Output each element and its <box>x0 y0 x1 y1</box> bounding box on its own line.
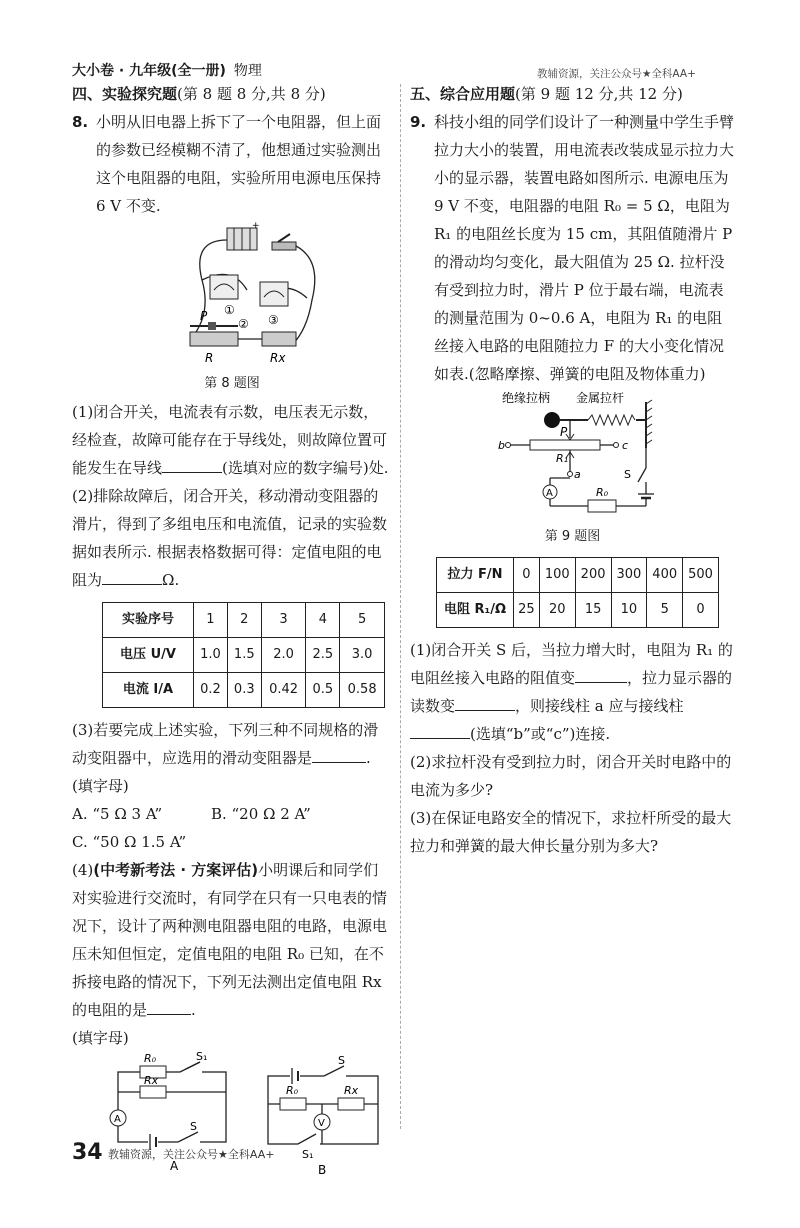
right-column <box>410 80 735 860</box>
label-rx: Rx <box>270 351 286 365</box>
option-c: C. “50 Ω 1.5 A” <box>72 833 187 851</box>
rheostat-icon <box>190 332 238 346</box>
subject-label: 物理 <box>233 63 262 79</box>
blank-9-1b[interactable] <box>455 692 515 711</box>
blank-8-4[interactable] <box>147 996 191 1015</box>
option-b: B. “20 Ω 2 A” <box>210 805 311 823</box>
circuit-a-meter: A <box>114 1114 121 1125</box>
footer-note: 教辅资源，关注公众号★全科AA+ <box>108 1148 275 1161</box>
label-c: c <box>622 439 629 452</box>
label-rod: 金属拉杆 <box>576 391 625 405</box>
wire-3: ③ <box>268 313 279 327</box>
circuit-b-s: S <box>338 1054 345 1067</box>
circuit-a-s: S <box>190 1120 197 1133</box>
question-9 <box>410 108 735 388</box>
handle-icon <box>544 412 560 428</box>
q8-part1: (1)闭合开关，电流表有示数，电压表无示数，经检查，故障可能存在于导线处，则故障位置可能发生在导线 (选填对应的数字编号)处. <box>72 403 389 477</box>
q9-part1: (1)闭合开关 S 后，当拉力增大时，电阻为 R₁ 的电阻丝接入电路的阻值变 ，拉力显示器的读数变 ，则接线柱 a 应与接线柱(选填“b”或“c”)连接. <box>410 641 733 743</box>
circuit-a-r0: R₀ <box>144 1052 157 1065</box>
circuit-a-label: A <box>170 1159 179 1173</box>
ammeter-icon <box>260 282 288 306</box>
battery-plus: + <box>252 221 260 231</box>
circuit-b-s1: S₁ <box>302 1148 314 1161</box>
q8-part3: (3)若要完成上述实验，下列三种不同规格的滑动变阻器中，应选用的滑动变阻器是 . (填字母) <box>72 721 379 795</box>
circuit-a-s1: S₁ <box>196 1052 208 1063</box>
label-r: R <box>205 351 214 365</box>
label-p: P <box>200 309 208 323</box>
blank-9-1c[interactable] <box>410 720 470 739</box>
question-8 <box>72 108 392 220</box>
spring-icon <box>588 415 635 425</box>
table-9-force-row: 拉力 F/N 0 100 200 300 400 500 <box>437 558 719 593</box>
question-8-number: 8. <box>72 113 89 131</box>
question-9-stem: 科技小组的同学们设计了一种测量中学生手臂拉力大小的装置，用电流表改装成显示拉力大小的显示器，装置电路如图所示. 电源电压为 9 V 不变，电阻器的电阻 R₀ = 5 Ω，电阻为 R₁ 的电阻丝长度为 15 cm，其阻值随滑片 P 的滑动均匀变化，最大阻值为 25 Ω. 拉杆没有受到拉力时，滑片 P 位于最右端，电流表的测量范围为 0~0.6 A，电阻为 R₁ 的电阻丝接入电路的电阻随拉力 F 的大小变化情况如表.(忽略摩擦、弹簧的电阻及物体重力) <box>434 113 735 383</box>
wire-1: ① <box>224 303 235 317</box>
circuit-b-label: B <box>318 1163 327 1177</box>
section-5-title: 五、综合应用题(第 9 题 12 分,共 12 分) <box>410 85 683 103</box>
blank-8-1[interactable] <box>162 454 222 473</box>
table-8 <box>102 602 385 708</box>
header-note: 教辅资源，关注公众号★全科AA+ <box>537 68 696 80</box>
section-4-title: 四、实验探究题(第 8 题 8 分,共 8 分) <box>72 85 326 103</box>
q8-options <box>72 800 392 828</box>
option-a: A. “5 Ω 3 A” <box>72 805 163 823</box>
left-column <box>72 80 392 1177</box>
column-divider <box>400 84 401 1129</box>
fig9-meter: A <box>546 488 553 499</box>
q8-part2: (2)排除故障后，闭合开关，移动滑动变阻器的滑片，得到了多组电压和电流值，记录的实验数据如表所示. 根据表格数据可得：定值电阻的电阻为 Ω. <box>72 487 388 589</box>
q9-part2: (2)求拉杆没有受到拉力时，闭合开关时电路中的电流为多少? <box>410 753 732 799</box>
circuit-b <box>268 1054 378 1177</box>
label-p9: P <box>560 425 568 439</box>
table-8-row-voltage: 电压 U/V 1.0 1.5 2.0 2.5 3.0 <box>103 638 385 673</box>
label-a: a <box>574 468 581 481</box>
figure-9-caption: 第 9 题图 <box>544 529 601 544</box>
wire-2: ② <box>238 317 249 331</box>
table-8-header: 实验序号 1 2 3 4 5 <box>103 603 385 638</box>
question-9-number: 9. <box>410 113 427 131</box>
figure-8-apparatus <box>72 220 392 370</box>
book-title: 大小卷 · 九年级(全一册) <box>72 63 226 79</box>
blank-8-2[interactable] <box>102 566 162 585</box>
resistor-r1-icon <box>530 440 600 450</box>
label-handle: 绝缘拉柄 <box>502 391 551 405</box>
label-s9: S <box>624 468 631 481</box>
table-9 <box>436 557 719 628</box>
book-header <box>72 60 262 80</box>
blank-8-3[interactable] <box>312 744 366 763</box>
label-b: b <box>498 439 505 452</box>
q9-part3: (3)在保证电路安全的情况下，求拉杆所受的最大拉力和弹簧的最大伸长量分别为多大? <box>410 809 732 855</box>
circuit-b-r0: R₀ <box>286 1084 299 1097</box>
circuit-a-rx: Rx <box>144 1074 159 1087</box>
label-r0: R₀ <box>596 486 609 499</box>
switch-icon <box>272 242 296 250</box>
page-number: 34 <box>72 1140 103 1165</box>
voltmeter-icon <box>210 275 238 299</box>
figure-9-device <box>410 388 735 523</box>
table-8-row-current: 电流 I/A 0.2 0.3 0.42 0.5 0.58 <box>103 673 385 708</box>
q8-part4: (4)(中考新考法 · 方案评估)小明课后和同学们对实验进行交流时，有同学在只有一只电表的情况下，设计了两种测电阻器电阻的电路，电源电压未知但恒定，定值电阻的电阻 R₀ 已知，在不拆接电路的情况下，下列无法测出定值电阻 Rx 的电阻的是 . (填字母) <box>72 861 388 1047</box>
blank-9-1a[interactable] <box>575 664 627 683</box>
question-8-stem: 小明从旧电器上拆下了一个电阻器，但上面的参数已经模糊不清了，他想通过实验测出这个电阻器的电阻，实验所用电源电压保持 6 V 不变. <box>96 113 382 215</box>
figure-8-caption: 第 8 题图 <box>204 376 260 391</box>
label-r1: R₁ <box>556 452 569 465</box>
resistor-rx-icon <box>262 332 296 346</box>
circuit-b-rx: Rx <box>344 1084 359 1097</box>
circuit-b-meter: V <box>318 1118 325 1129</box>
table-9-resistance-row: 电阻 R₁/Ω 25 20 15 10 5 0 <box>437 593 719 628</box>
